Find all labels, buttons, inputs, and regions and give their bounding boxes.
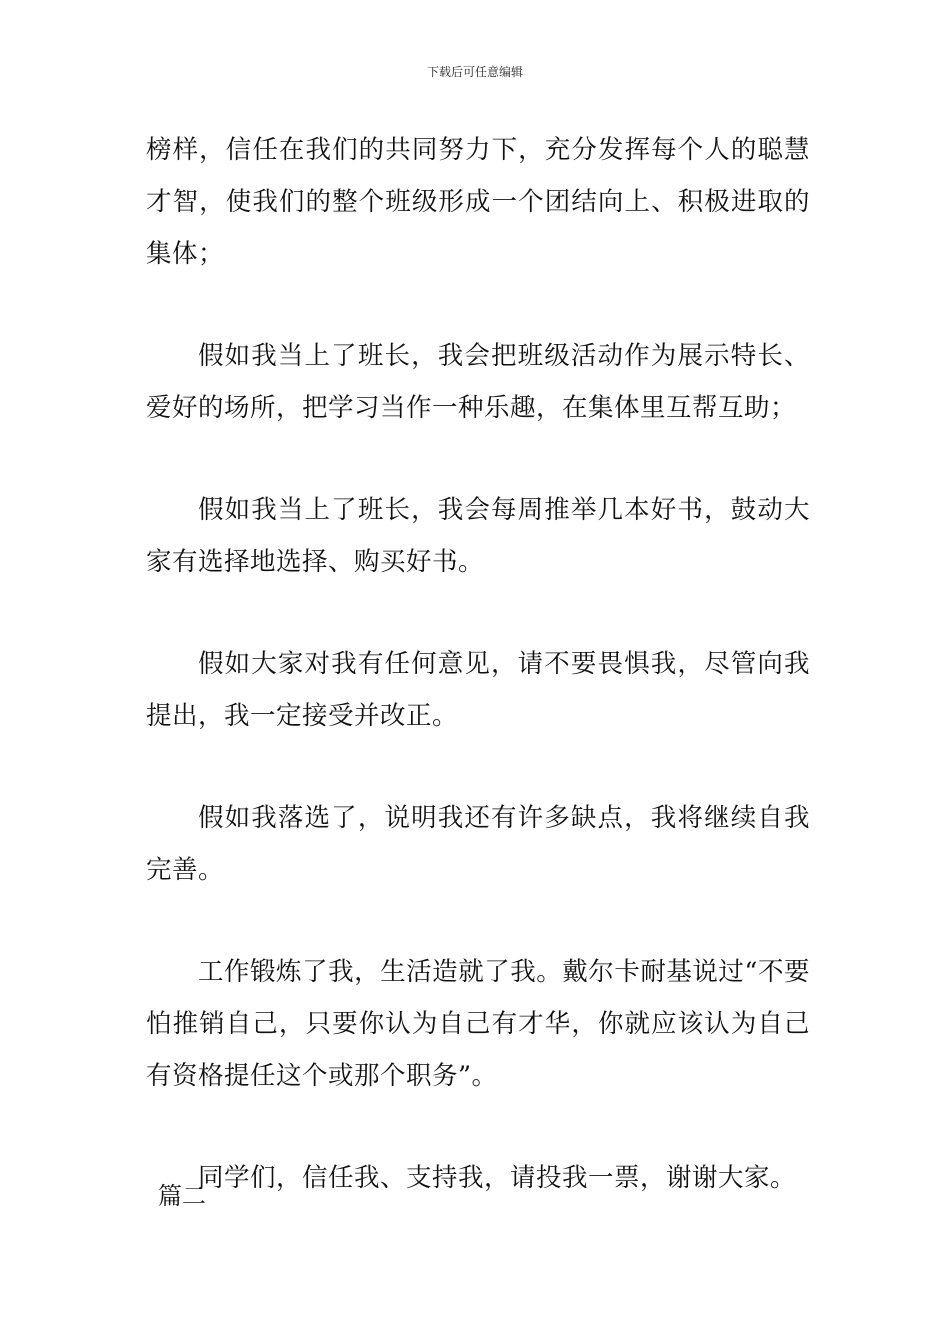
- paragraph-1: 榜样，信任在我们的共同努力下，充分发挥每个人的聪慧才智，使我们的整个班级形成一个团结向上、积极进取的集体；: [146, 135, 810, 269]
- paragraph-2: 假如我当上了班长，我会把班级活动作为展示特长、爱好的场所，把学习当作一种乐趣，在集体里互帮互助；: [146, 341, 810, 423]
- paragraph-5: 假如我落选了，说明我还有许多缺点，我将继续自我完善。: [146, 803, 810, 885]
- paragraph-7: 同学们，信任我、支持我，请投我一票，谢谢大家。: [198, 1163, 797, 1193]
- page-header: 下载后可任意编辑: [426, 65, 523, 79]
- section-heading: 篇二: [158, 1182, 206, 1210]
- paragraph-4: 假如大家对我有任何意见，请不要畏惧我，尽管向我提出，我一定接受并改正。: [146, 649, 810, 731]
- paragraph-6: 工作锻炼了我，生活造就了我。戴尔卡耐基说过“不要怕推销自己，只要你认为自己有才华，你就应该认为自己有资格提任这个或那个职务”。: [146, 957, 810, 1091]
- paragraph-3: 假如我当上了班长，我会每周推举几本好书，鼓动大家有选择地选择、购买好书。: [146, 495, 810, 577]
- document-body: [146, 124, 810, 1204]
